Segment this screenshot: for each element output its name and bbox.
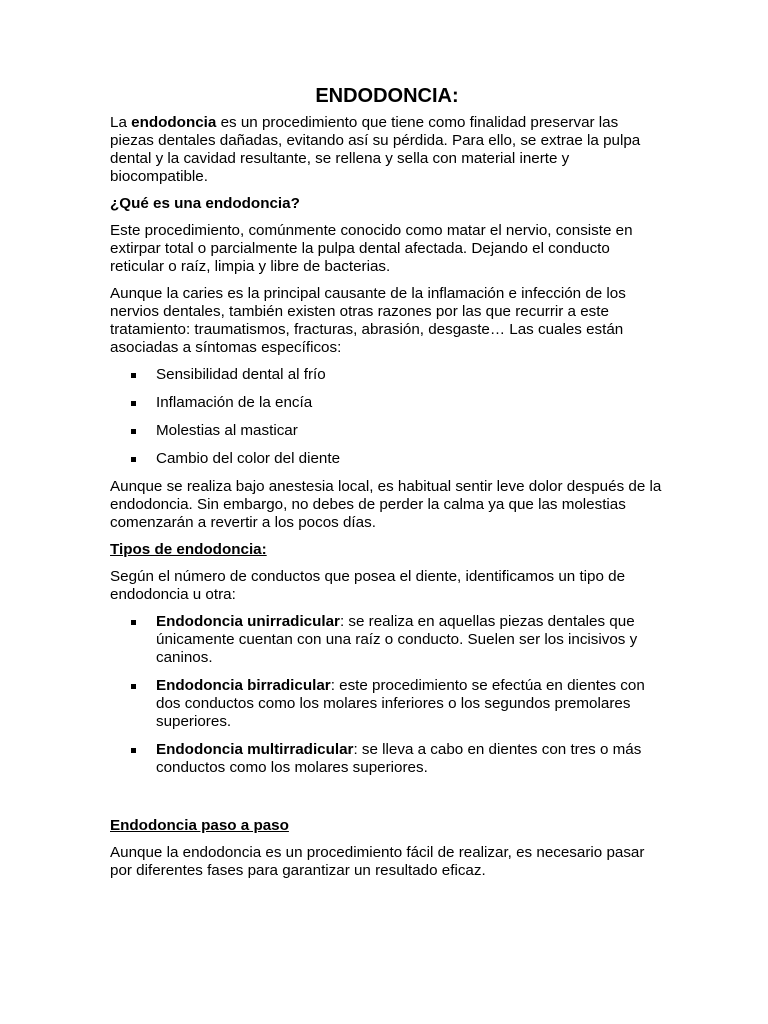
bullet-square-icon: [131, 748, 136, 753]
paragraph-types-intro: Según el número de conductos que posea el diente, identificamos un tipo de endodoncia u otra:: [110, 568, 626, 603]
paragraph-anesthesia: Aunque se realiza bajo anestesia local, es habitual sentir leve dolor después de la endodoncia. Sin embargo, no debes de perder la calma ya que las molestias comenzarán a revertir a los pocos días.: [110, 478, 662, 531]
list-item: [110, 422, 664, 440]
list-item-text: Inflamación de la encía: [156, 394, 313, 411]
bullet-square-icon: [131, 401, 136, 406]
section-heading-tipos: Tipos de endodoncia:: [110, 541, 267, 558]
bullet-square-icon: [131, 429, 136, 434]
bullet-square-icon: [131, 373, 136, 378]
section-heading-que-es: ¿Qué es una endodoncia?: [110, 195, 300, 212]
intro-bold-term: endodoncia: [131, 114, 217, 131]
bullet-square-icon: [131, 620, 136, 625]
page-title: ENDODONCIA:: [315, 85, 459, 107]
list-item: [110, 613, 664, 667]
type-name: Endodoncia multirradicular: [156, 741, 354, 758]
type-description: : se lleva a cabo en dientes con tres o más conductos como los molares superiores.: [156, 741, 642, 776]
section-heading-paso-a-paso: Endodoncia paso a paso: [110, 817, 289, 834]
type-description: : se realiza en aquellas piezas dentales que únicamente cuentan con una raíz o conducto. Suelen ser los incisivos y caninos.: [156, 613, 638, 666]
list-item: [110, 741, 664, 777]
intro-prefix: La: [110, 114, 132, 131]
list-item-text: Sensibilidad dental al frío: [156, 366, 326, 383]
paragraph-steps-intro: Aunque la endodoncia es un procedimiento fácil de realizar, es necesario pasar por diferentes fases para garantizar un resultado eficaz.: [110, 844, 645, 879]
list-item: [110, 366, 664, 384]
types-list: [110, 613, 664, 777]
list-item-text: Cambio del color del diente: [156, 450, 341, 467]
list-item: [110, 394, 664, 412]
paragraph-definition: Este procedimiento, comúnmente conocido como matar el nervio, consiste en extirpar total o parcialmente la pulpa dental afectada. Dejando el conducto reticular o raíz, limpia y libre de bacterias.: [110, 222, 633, 275]
list-item: [110, 677, 664, 731]
type-description: : este procedimiento se efectúa en dientes con dos conductos como los molares inferiores o los segundos premolares superiores.: [156, 677, 645, 730]
type-name: Endodoncia unirradicular: [156, 613, 340, 630]
list-item: [110, 450, 664, 468]
bullet-square-icon: [131, 684, 136, 689]
intro-rest: es un procedimiento que tiene como finalidad preservar las piezas dentales dañadas, evitando así su pérdida. Para ello, se extrae la pulpa dental y la cavidad resultante, se rellena y sella con material inerte y biocompatible.: [110, 114, 641, 185]
symptoms-list: [110, 366, 664, 468]
type-name: Endodoncia birradicular: [156, 677, 331, 694]
intro-paragraph: [110, 114, 664, 186]
vertical-spacer: [110, 787, 664, 817]
paragraph-causes: Aunque la caries es la principal causante de la inflamación e infección de los nervios dentales, también existen otras razones por las que recurrir a este tratamiento: traumatismos, fracturas, abrasión, desgaste… Las cuales están asociadas a síntomas específicos:: [110, 285, 626, 356]
bullet-square-icon: [131, 457, 136, 462]
list-item-text: Molestias al masticar: [156, 422, 298, 439]
